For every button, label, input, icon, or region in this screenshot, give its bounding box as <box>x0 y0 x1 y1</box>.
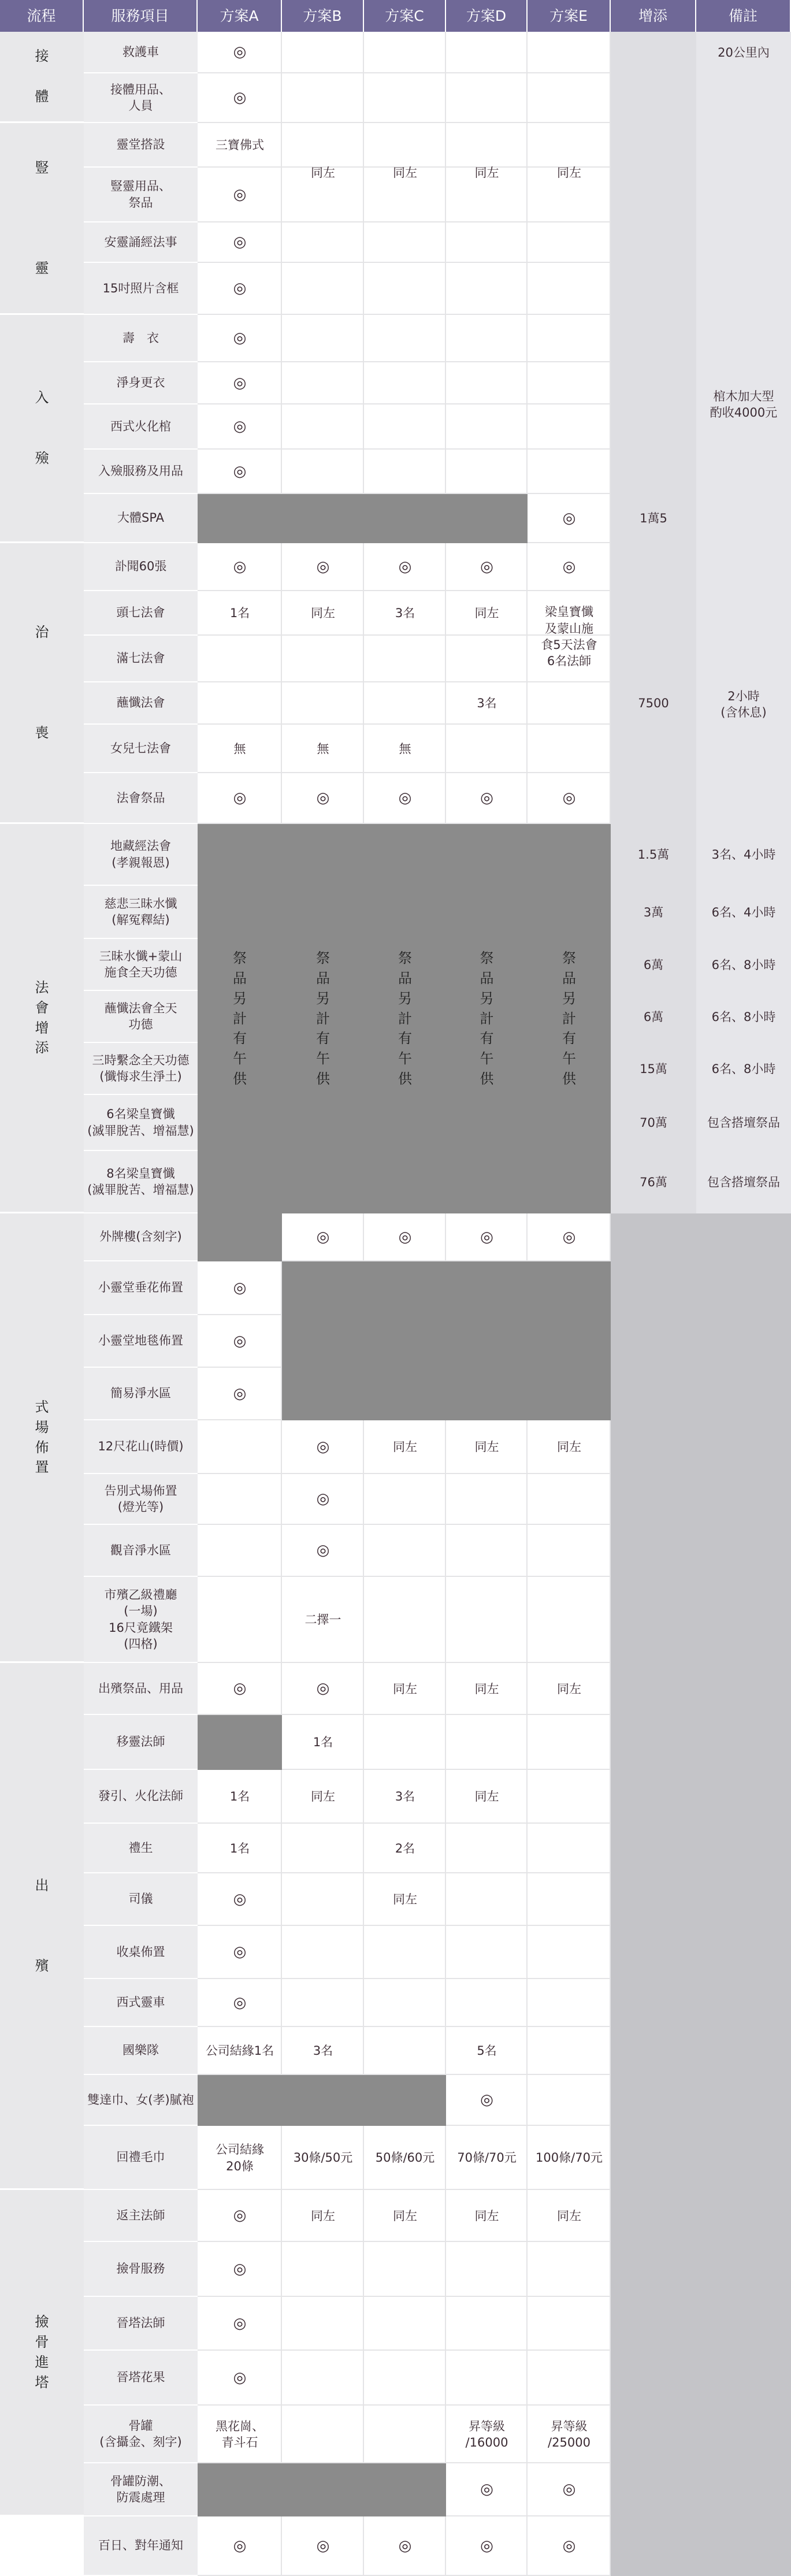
plan-cell <box>282 1824 364 1873</box>
stage-label: 撿 骨 進 塔 <box>0 2190 84 2516</box>
service-item: 骨罐防潮、 防震處理 <box>84 2463 198 2516</box>
service-item: 15吋照片含框 <box>84 263 198 315</box>
remark-text: 6名、8小時 <box>711 1061 776 1076</box>
plan-cell <box>528 2297 611 2351</box>
included-mark: ◎ <box>480 789 493 807</box>
header-cell-0: 流程 <box>0 0 84 32</box>
included-mark: ◎ <box>480 558 493 576</box>
service-item: 三昧水懺+蒙山 施食全天功德 <box>84 939 198 991</box>
not-included-block <box>198 1213 282 1261</box>
plan-value: 3名 <box>477 696 497 711</box>
plan-cell <box>198 1525 282 1577</box>
plan-cell <box>282 2351 364 2406</box>
included-mark: ◎ <box>562 2481 576 2499</box>
included-mark: ◎ <box>480 2481 493 2499</box>
plan-cell <box>528 2242 611 2297</box>
plan-cell <box>364 1474 446 1525</box>
plan-cell <box>528 2075 611 2126</box>
service-item: 雙達巾、女(孝)膩袍 <box>84 2075 198 2126</box>
plan-value: 同左 <box>474 1682 499 1696</box>
plan-cell <box>282 2406 364 2463</box>
remark-text: 6名、4小時 <box>711 905 776 919</box>
plan-value: 無 <box>399 741 411 756</box>
service-item: 骨罐 (含攝金、刻字) <box>84 2406 198 2463</box>
service-item: 靈堂搭設 <box>84 123 198 168</box>
included-mark: ◎ <box>233 329 247 347</box>
service-item: 入殮服務及用品 <box>84 450 198 494</box>
included-mark: ◎ <box>233 462 247 480</box>
not-included-block <box>282 1261 611 1420</box>
included-mark: ◎ <box>233 374 247 392</box>
plan-cell <box>446 32 528 73</box>
included-mark: ◎ <box>233 1943 247 1961</box>
plan-cell <box>528 450 611 494</box>
included-mark: ◎ <box>233 558 247 576</box>
plan-value: 同左 <box>557 1682 581 1696</box>
plan-value: 同左 <box>311 165 335 180</box>
plan-cell <box>282 32 364 73</box>
plan-cell <box>446 2351 528 2406</box>
not-included-block <box>198 2075 446 2126</box>
service-item: 告別式場佈置 (燈光等) <box>84 1474 198 1525</box>
not-included-block <box>198 2463 446 2516</box>
stage-label: 出 殯 <box>0 1663 84 2190</box>
remark-text: 3名、4小時 <box>711 848 776 862</box>
plan-cell <box>364 2027 446 2075</box>
plan-cell <box>528 1824 611 1873</box>
addon-price: 3萬 <box>643 905 664 919</box>
plan-cell <box>282 315 364 362</box>
stage-label: 入 殮 <box>0 315 84 543</box>
header-cell-4: 方案C <box>364 0 446 32</box>
stage-label: 法 會 增 添 <box>0 824 84 1213</box>
plan-value: 5名 <box>477 2044 497 2058</box>
plan-cell <box>364 1715 446 1770</box>
plan-cell <box>528 682 611 725</box>
service-item: 蘸懺法會全天 功德 <box>84 991 198 1043</box>
included-mark: ◎ <box>316 1228 330 1246</box>
plan-cell <box>528 2027 611 2075</box>
plan-cell <box>528 222 611 263</box>
included-mark: ◎ <box>233 2207 247 2225</box>
plan-cell <box>446 1525 528 1577</box>
plan-cell <box>446 1715 528 1770</box>
plan-cell <box>446 263 528 315</box>
included-mark: ◎ <box>233 1332 247 1350</box>
included-mark: ◎ <box>233 1680 247 1698</box>
service-item: 救護車 <box>84 32 198 73</box>
stage-label: 接 體 <box>0 32 84 123</box>
included-mark: ◎ <box>480 2537 493 2555</box>
plan-value: 公司結緣 20條 <box>216 2143 264 2173</box>
service-item: 簡易淨水區 <box>84 1368 198 1420</box>
remark-text: 2小時 (含休息) <box>721 689 767 719</box>
plan-cell <box>282 2297 364 2351</box>
plan-cell <box>528 1715 611 1770</box>
plan-value: 30條/50元 <box>293 2151 353 2165</box>
header-cell-3: 方案B <box>282 0 364 32</box>
plan-cell <box>528 362 611 404</box>
included-mark: ◎ <box>562 2537 576 2555</box>
service-item: 壽 衣 <box>84 315 198 362</box>
plan-cell <box>528 404 611 450</box>
remark-text: 6名、8小時 <box>711 957 776 972</box>
plan-value: 100條/70元 <box>536 2151 603 2165</box>
plan-cell <box>528 1577 611 1663</box>
plan-value: 同左 <box>474 1790 499 1804</box>
included-mark: ◎ <box>316 2537 330 2555</box>
plan-cell <box>364 222 446 263</box>
plan-value: 三寶佛式 <box>216 138 264 153</box>
included-mark: ◎ <box>562 789 576 807</box>
plan-value: 同左 <box>311 2208 335 2223</box>
plan-cell <box>528 263 611 315</box>
included-mark: ◎ <box>316 1542 330 1560</box>
plan-cell <box>282 73 364 123</box>
plan-cell <box>364 263 446 315</box>
plan-value: 昇等級 /25000 <box>548 2419 591 2449</box>
offerings-note: 祭 品 另 計 有 午 供 <box>562 950 576 1087</box>
header-cell-8: 備註 <box>696 0 791 32</box>
plan-cell <box>446 222 528 263</box>
plan-cell <box>282 1979 364 2027</box>
included-mark: ◎ <box>233 2260 247 2278</box>
service-item: 女兒七法會 <box>84 725 198 773</box>
included-mark: ◎ <box>480 1228 493 1246</box>
included-mark: ◎ <box>233 1384 247 1402</box>
remark-text: 20公里內 <box>718 45 770 60</box>
offerings-note: 祭 品 另 計 有 午 供 <box>480 950 494 1087</box>
service-item: 三時繫念全天功德 (懺悔求生淨土) <box>84 1043 198 1095</box>
service-item: 大體SPA <box>84 494 198 543</box>
plan-value: 同左 <box>393 165 417 180</box>
included-mark: ◎ <box>398 558 412 576</box>
included-mark: ◎ <box>480 2091 493 2109</box>
service-item: 國樂隊 <box>84 2027 198 2075</box>
included-mark: ◎ <box>233 1994 247 2011</box>
included-mark: ◎ <box>233 2369 247 2386</box>
included-mark: ◎ <box>562 509 576 527</box>
plan-cell <box>198 1474 282 1525</box>
service-item: 8名梁皇寶懺 (滅罪脫苦、增福慧) <box>84 1151 198 1213</box>
plan-value: 公司結緣1名 <box>205 2044 274 2058</box>
service-item: 小靈堂垂花佈置 <box>84 1261 198 1315</box>
remark-text: 包含搭壇祭品 <box>707 1116 780 1130</box>
service-item: 觀音淨水區 <box>84 1525 198 1577</box>
service-item: 12尺花山(時價) <box>84 1420 198 1474</box>
plan-value: 同左 <box>474 2208 499 2223</box>
plan-cell <box>364 636 446 682</box>
addon-price: 70萬 <box>640 1116 667 1130</box>
included-mark: ◎ <box>316 1680 330 1698</box>
plan-cell <box>446 450 528 494</box>
plan-cell <box>364 2406 446 2463</box>
plan-value: 1名 <box>229 606 250 621</box>
addon-price: 6萬 <box>643 1009 664 1024</box>
included-mark: ◎ <box>398 2537 412 2555</box>
plan-cell <box>364 404 446 450</box>
included-mark: ◎ <box>233 789 247 807</box>
service-item: 移靈法師 <box>84 1715 198 1770</box>
stage-label: 治 喪 <box>0 543 84 824</box>
plan-value: 同左 <box>474 165 499 180</box>
included-mark: ◎ <box>233 1890 247 1908</box>
plan-cell <box>528 1926 611 1979</box>
plan-cell <box>528 2351 611 2406</box>
plan-cell <box>446 725 528 773</box>
plan-value: 同左 <box>393 1682 417 1696</box>
plan-cell <box>528 1474 611 1525</box>
plan-cell <box>282 1873 364 1926</box>
plan-cell <box>446 636 528 682</box>
plan-cell <box>282 450 364 494</box>
plan-value: 二擇一 <box>304 1613 341 1627</box>
stage-label: 式 場 佈 置 <box>0 1213 84 1663</box>
plan-value: 同左 <box>393 1440 417 1454</box>
plan-cell <box>364 73 446 123</box>
plan-value: 同左 <box>474 1440 499 1454</box>
plan-cell <box>528 1979 611 2027</box>
plan-cell <box>364 2351 446 2406</box>
service-item: 頭七法會 <box>84 591 198 636</box>
included-mark: ◎ <box>233 2314 247 2332</box>
included-mark: ◎ <box>233 1279 247 1297</box>
service-item: 6名梁皇寶懺 (滅罪脫苦、增福慧) <box>84 1095 198 1151</box>
addon-price: 1萬5 <box>640 511 667 526</box>
plan-cell <box>446 73 528 123</box>
plan-cell <box>446 1979 528 2027</box>
included-mark: ◎ <box>316 558 330 576</box>
included-mark: ◎ <box>233 280 247 298</box>
plan-cell <box>282 263 364 315</box>
plan-cell <box>364 315 446 362</box>
plan-value: 同左 <box>393 1892 417 1907</box>
stage-label: 豎 靈 <box>0 123 84 315</box>
plan-cell <box>282 636 364 682</box>
plan-value: 黑花崗、 青斗石 <box>216 2419 264 2449</box>
service-item: 晉塔法師 <box>84 2297 198 2351</box>
not-included-block <box>198 1715 282 1770</box>
plan-cell <box>282 404 364 450</box>
plan-cell <box>282 222 364 263</box>
plan-cell <box>446 2297 528 2351</box>
header-cell-1: 服務項目 <box>84 0 198 32</box>
service-item: 地藏經法會 (孝親報恩) <box>84 824 198 886</box>
service-item: 淨身更衣 <box>84 362 198 404</box>
included-mark: ◎ <box>562 558 576 576</box>
service-item: 安靈誦經法事 <box>84 222 198 263</box>
not-included-block <box>198 494 528 543</box>
service-item: 收桌佈置 <box>84 1926 198 1979</box>
plan-cell <box>528 32 611 73</box>
included-mark: ◎ <box>398 1228 412 1246</box>
included-mark: ◎ <box>233 43 247 61</box>
included-mark: ◎ <box>562 1228 576 1246</box>
service-item: 豎靈用品、 祭品 <box>84 168 198 222</box>
offerings-note: 祭 品 另 計 有 午 供 <box>233 950 247 1087</box>
plan-value: 同左 <box>557 1440 581 1454</box>
plan-cell <box>282 682 364 725</box>
service-item: 蘸懺法會 <box>84 682 198 725</box>
plan-value: 同左 <box>311 606 335 621</box>
service-item: 市殯乙級禮廳 (一場) 16尺竟鐵架 (四格) <box>84 1577 198 1663</box>
service-item: 晉塔花果 <box>84 2351 198 2406</box>
plan-value: 3名 <box>313 2044 333 2058</box>
plan-cell <box>364 362 446 404</box>
header-cell-5: 方案D <box>446 0 528 32</box>
included-mark: ◎ <box>233 233 247 251</box>
plan-cell <box>446 1577 528 1663</box>
plan-value: 1名 <box>313 1735 333 1750</box>
included-mark: ◎ <box>316 1438 330 1456</box>
addon-price: 15萬 <box>640 1061 667 1076</box>
addon-price: 7500 <box>638 696 669 711</box>
included-mark: ◎ <box>233 418 247 436</box>
plan-cell <box>282 1926 364 1979</box>
plan-value: 同左 <box>557 165 581 180</box>
service-item: 外牌樓(含刻字) <box>84 1213 198 1261</box>
plan-value: 梁皇寶懺 及蒙山施 食5天法會 6名法師 <box>541 605 597 669</box>
plan-cell <box>446 315 528 362</box>
addon-price: 6萬 <box>643 957 664 972</box>
plan-value: 無 <box>317 741 329 756</box>
remark-text: 包含搭壇祭品 <box>707 1175 780 1189</box>
included-mark: ◎ <box>233 185 247 203</box>
service-item: 滿七法會 <box>84 636 198 682</box>
offerings-note: 祭 品 另 計 有 午 供 <box>398 950 412 1087</box>
plan-cell <box>282 362 364 404</box>
plan-cell <box>446 1824 528 1873</box>
plan-cell <box>446 1474 528 1525</box>
plan-cell <box>364 1926 446 1979</box>
plan-cell <box>364 450 446 494</box>
plan-cell <box>528 725 611 773</box>
service-item: 發引、火化法師 <box>84 1770 198 1824</box>
plan-cell <box>364 2242 446 2297</box>
plan-cell <box>446 1926 528 1979</box>
service-item: 百日、對年通知 <box>84 2516 198 2576</box>
plan-cell <box>364 2297 446 2351</box>
plan-value: 無 <box>233 741 246 756</box>
service-item: 出殯祭品、用品 <box>84 1663 198 1715</box>
service-item: 禮生 <box>84 1824 198 1873</box>
service-item: 西式火化棺 <box>84 404 198 450</box>
plan-value: 同左 <box>557 2208 581 2223</box>
plan-cell <box>528 1873 611 1926</box>
plan-cell <box>198 682 282 725</box>
plan-cell <box>528 73 611 123</box>
plan-value: 1名 <box>229 1841 250 1855</box>
addon-price: 76萬 <box>640 1175 667 1189</box>
service-item: 法會祭品 <box>84 773 198 824</box>
remark-text: 6名、8小時 <box>711 1009 776 1024</box>
service-item: 西式靈車 <box>84 1979 198 2027</box>
service-item: 司儀 <box>84 1873 198 1926</box>
plan-cell <box>198 1420 282 1474</box>
included-mark: ◎ <box>316 1490 330 1508</box>
service-item: 訃聞60張 <box>84 543 198 591</box>
plan-cell <box>364 32 446 73</box>
remark-text: 棺木加大型 酌收4000元 <box>710 389 778 420</box>
plan-value: 3名 <box>395 606 415 621</box>
included-mark: ◎ <box>233 89 247 107</box>
plan-cell <box>446 404 528 450</box>
included-mark: ◎ <box>316 789 330 807</box>
plan-cell <box>282 2242 364 2297</box>
plan-cell <box>364 1979 446 2027</box>
plan-value: 同左 <box>474 606 499 621</box>
plan-cell <box>446 362 528 404</box>
plan-value: 1名 <box>229 1790 250 1804</box>
plan-cell <box>364 1577 446 1663</box>
included-mark: ◎ <box>398 789 412 807</box>
header-cell-6: 方案E <box>528 0 611 32</box>
plan-value: 2名 <box>395 1841 415 1855</box>
plan-value: 70條/70元 <box>457 2151 517 2165</box>
header-cell-2: 方案A <box>198 0 282 32</box>
addon-price: 1.5萬 <box>637 848 670 862</box>
header-cell-7: 增添 <box>611 0 696 32</box>
plan-cell <box>364 1525 446 1577</box>
service-item: 回禮毛巾 <box>84 2126 198 2190</box>
plan-cell <box>446 2242 528 2297</box>
service-item: 慈悲三昧水懺 (解冤釋結) <box>84 886 198 939</box>
service-item: 小靈堂地毯佈置 <box>84 1315 198 1368</box>
plan-value: 同左 <box>311 1790 335 1804</box>
plan-cell <box>528 315 611 362</box>
included-mark: ◎ <box>233 2537 247 2555</box>
service-item: 返主法師 <box>84 2190 198 2242</box>
service-item: 撿骨服務 <box>84 2242 198 2297</box>
service-item: 接體用品、 人員 <box>84 73 198 123</box>
offerings-note: 祭 品 另 計 有 午 供 <box>316 950 330 1087</box>
plan-cell <box>198 636 282 682</box>
plan-cell <box>446 1873 528 1926</box>
plan-cell <box>528 1525 611 1577</box>
plan-value: 50條/60元 <box>375 2151 435 2165</box>
plan-value: 昇等級 /16000 <box>465 2419 508 2449</box>
plan-cell <box>528 1770 611 1824</box>
plan-value: 同左 <box>393 2208 417 2223</box>
plan-cell <box>364 682 446 725</box>
plan-value: 3名 <box>395 1790 415 1804</box>
plan-cell <box>198 1577 282 1663</box>
